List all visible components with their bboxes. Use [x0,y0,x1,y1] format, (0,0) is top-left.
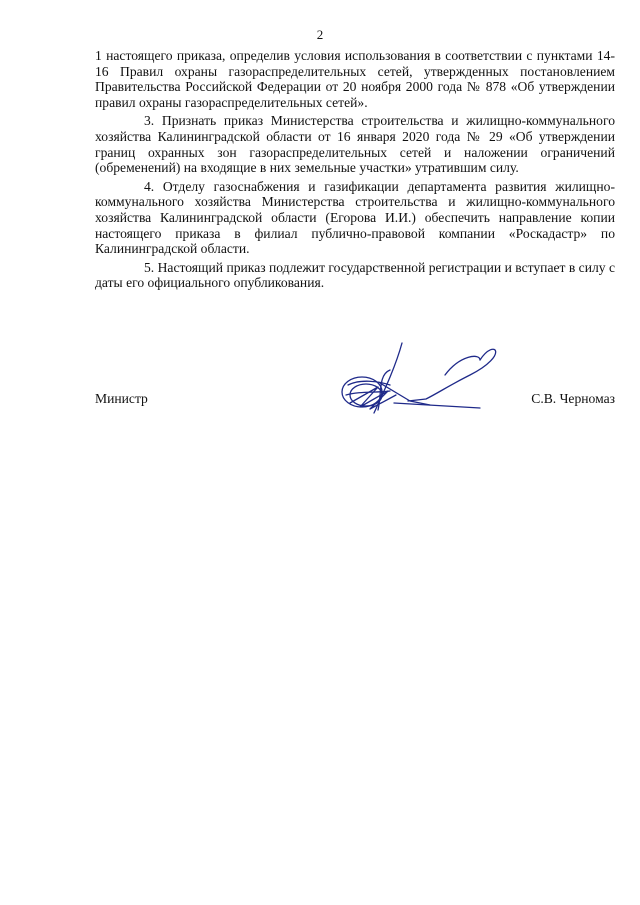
signatory-name: С.В. Черномаз [531,391,615,406]
paragraph-item-5: 5. Настоящий приказ подлежит государственной регистрации и вступает в силу с даты его официального опубликования. [95,259,615,291]
signatory-title: Министр [95,391,148,406]
handwritten-signature [330,335,505,430]
document-body [95,48,615,294]
paragraph-item-3: 3. Признать приказ Министерства строительства и жилищно-коммунального хозяйства Калининградской области от 16 января 2020 года № 29 «Об утверждении границ охранных зон газораспределительных сетей и наложении ограничений (обременений) на входящие в них земельные участки» утратившим силу. [95,113,615,176]
page-number: 2 [316,27,324,42]
paragraph-item-4: 4. Отделу газоснабжения и газификации департамента развития жилищно-коммунального хозяйства Министерства строительства и жилищно-коммунального хозяйства Калининградской области (Егорова И.И.) обеспечить направление копии настоящего приказа в филиал публично-правовой компании «Роскадастр» по Калининградской области. [95,178,615,257]
paragraph-continuation: 1 настоящего приказа, определив условия использования в соответствии с пунктами 14-16 Правил охраны газораспределительных сетей, утвержденных постановлением Правительства Российской Федерации от 20 ноября 2000 года № 878 «Об утверждении правил охраны газораспределительных сетей». [95,48,615,110]
signature-block [95,391,615,411]
